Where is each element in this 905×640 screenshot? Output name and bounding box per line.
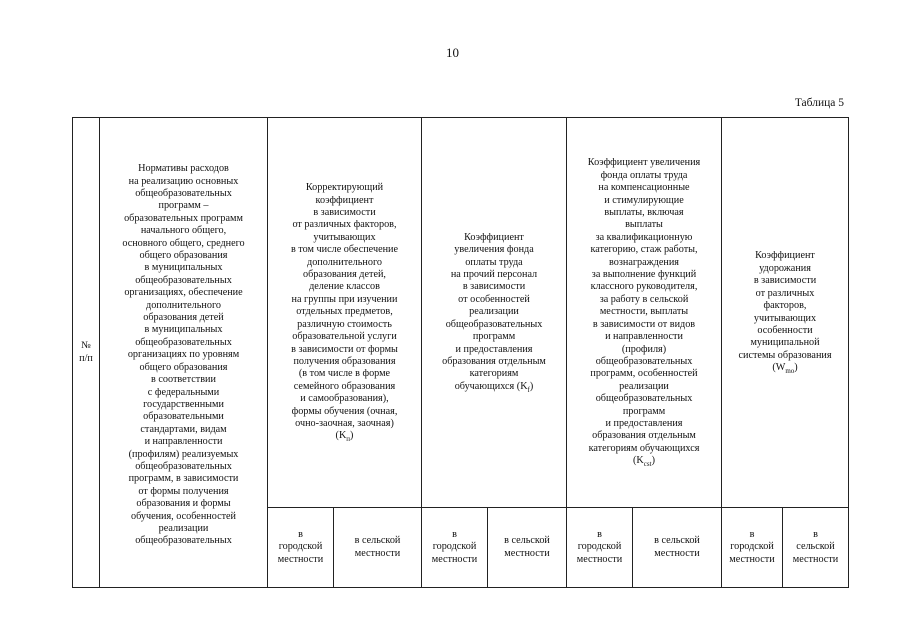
wmo-urban-cell: в городской местности (722, 508, 783, 588)
header-cell-number: № п/п (73, 118, 100, 588)
page-number: 10 (446, 45, 459, 60)
kst-subscript: cst (643, 460, 652, 469)
header-cell-wmo (722, 118, 849, 508)
wmo-close-paren: ) (794, 362, 798, 374)
kp-subscript: п (346, 435, 351, 444)
header-cell-kt (422, 118, 567, 508)
kt-urban-cell: в городской местности (422, 508, 488, 588)
kst-symbol: (K (633, 455, 644, 467)
kt-text: Коэффициент увеличения фонда оплаты труда на прочий персонал в зависимости от особенностей реализации общеобразовательных программ и предоставления образования отдельным категориям обучающихся (442, 231, 546, 392)
kp-urban-cell: в городской местности (268, 508, 334, 588)
kt-subscript: f (527, 385, 530, 394)
header-cell-kp (268, 118, 422, 508)
wmo-text: Коэффициент удорожания в зависимости от различных факторов, учитывающих особенности муниципальной системы образования (738, 250, 832, 361)
table-5 (72, 117, 849, 588)
wmo-symbol: (W (772, 362, 786, 374)
kt-symbol: (K (516, 380, 528, 392)
header-row (73, 118, 849, 508)
kp-text: Корректирующий коэффициент в зависимости от различных факторов, учитывающих в том числе обеспечение дополнительного образования детей, деление классов на группы при изучении отдельных предметов, различную стоимость образовательной услуги в зависимости от формы получения образования (в том числе в форме семейного образования и самообразования), формы обучения (очная, очно-заочная, заочная) (290, 182, 399, 429)
header-cell-kst (567, 118, 722, 508)
kst-urban-cell: в городской местности (567, 508, 633, 588)
kt-close-paren: ) (529, 380, 534, 392)
kst-text: Коэффициент увеличения фонда оплаты труда на компенсационные и стимулирующие выплаты, включая выплаты за квалификационную категорию, стаж работы, вознаграждения за выполнение функций классного руководителя, за работу в сельской местности, выплаты в зависимости от видов и направленности (профиля) общеобразовательных программ, особенностей реализации общеобразовательных программ и предоставления образования отдельным категориям обучающихся (587, 157, 701, 454)
wmo-subscript: mo (785, 367, 795, 376)
kst-rural-cell: в сельской местности (633, 508, 722, 588)
kt-rural-cell: в сельской местности (488, 508, 567, 588)
table-label: Таблица 5 (794, 97, 844, 109)
wmo-rural-cell: в сельской местности (783, 508, 849, 588)
kp-symbol: (K (335, 430, 347, 442)
kp-close-paren: ) (350, 430, 354, 442)
header-cell-norms: Нормативы расходов на реализацию основных общеобразовательных программ – образовательных программ начального общего, основного общего, среднего общего образования в муниципальных общеобразовательных организациях, обеспечение дополнительного образования детей в муниципальных общеобразовательных организациях по уровням общего образования в соответствии с федеральными государственными образовательными стандартами, видам и направленности (профилям) реализуемых общеобразовательных программ, в зависимости от формы получения образования и формы обучения, особенностей реализации общеобразовательных (100, 118, 268, 588)
kst-close-paren: ) (651, 455, 655, 467)
kp-rural-cell: в сельской местности (334, 508, 422, 588)
